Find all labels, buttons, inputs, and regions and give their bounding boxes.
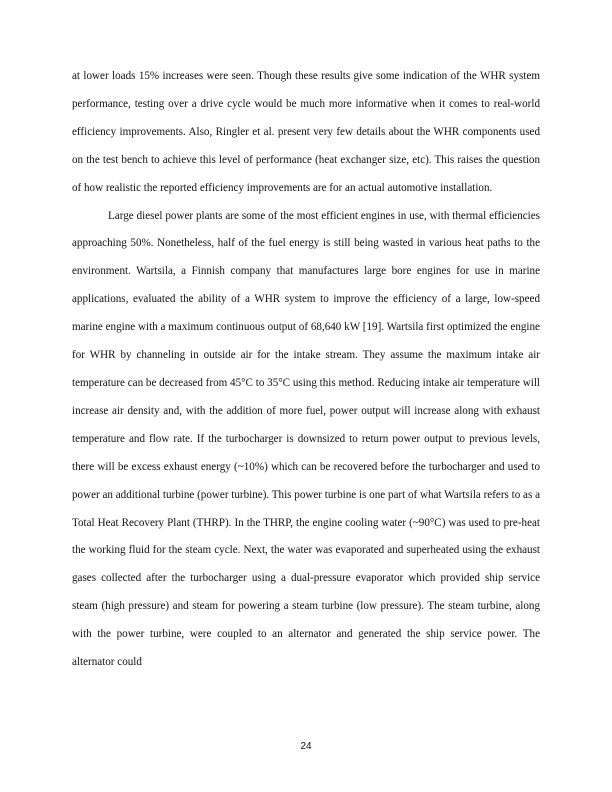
paragraph-diesel-power-plants: Large diesel power plants are some of the most efficient engines in use, with thermal efficiencies approaching 50%. Nonetheless, half of the fuel energy is still being wasted in various heat paths to the environment. Wartsila, a Finnish company that manufactures large bore engines for use in marine applications, evaluated the ability of a WHR system to improve the efficiency of a large, low-speed marine engine with a maximum continuous output of 68,640 kW [19]. Wartsila first optimized the engine for WHR by channeling in outside air for the intake stream. They assume the maximum intake air temperature can be decreased from 45°C to 35°C using this method. Reducing intake air temperature will increase air density and, with the addition of more fuel, power output will increase along with exhaust temperature and flow rate. If the turbocharger is downsized to return power output to previous levels, there will be excess exhaust energy (~10%) which can be recovered before the turbocharger and used to power an additional turbine (power turbine). This power turbine is one part of what Wartsila refers to as a Total Heat Recovery Plant (THRP). In the THRP, the engine cooling water (~90°C) was used to pre-heat the working fluid for the steam cycle. Next, the water was evaporated and superheated using the exhaust gases collected after the turbocharger using a dual-pressure evaporator which provided ship service steam (high pressure) and steam for powering a steam turbine (low pressure). The steam turbine, along with the power turbine, were coupled to an alternator and generated the ship service power. The alternator could — [72, 209, 540, 669]
page-number: 24 — [300, 741, 312, 752]
body-text — [72, 63, 540, 677]
paragraph-continuation: at lower loads 15% increases were seen. Though these results give some indication of the WHR system performance, testing over a drive cycle would be much more informative when it comes to real-world efficiency improvements. Also, Ringler et al. present very few details about the WHR components used on the test bench to achieve this level of performance (heat exchanger size, etc). This raises the question of how realistic the reported efficiency improvements are for an actual automotive installation. — [72, 70, 540, 194]
